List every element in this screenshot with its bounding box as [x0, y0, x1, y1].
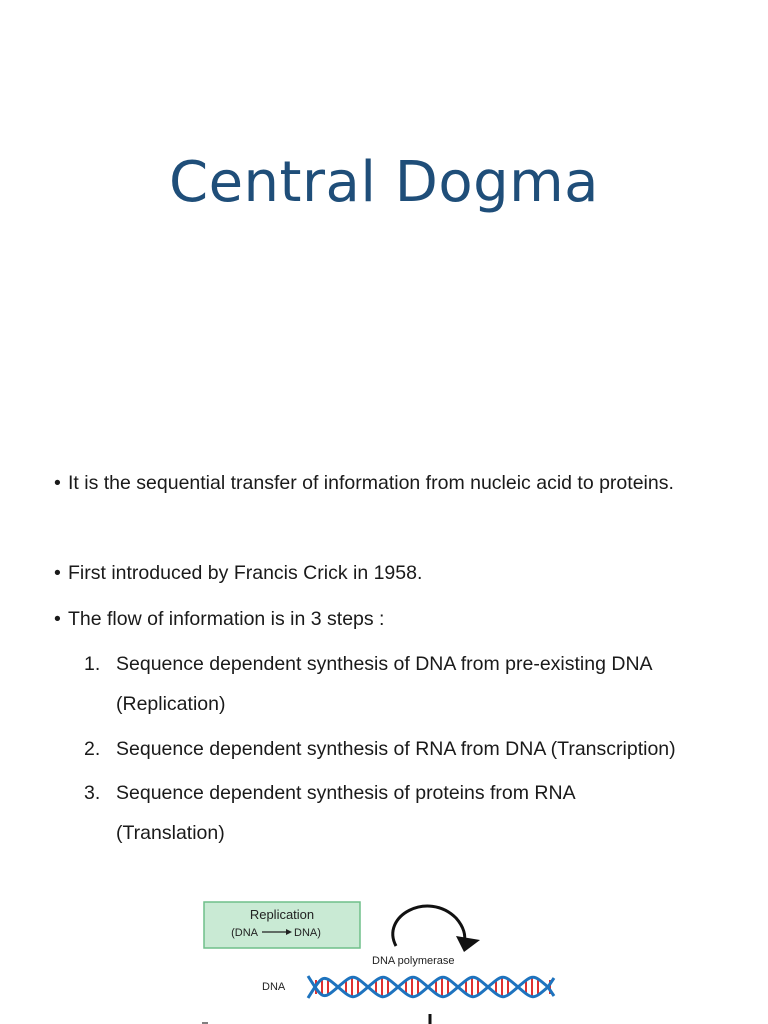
step-item: [84, 729, 724, 769]
bullet-text: First introduced by Francis Crick in 1958.: [68, 562, 423, 584]
bullet-item: [54, 463, 714, 503]
step-item: [84, 773, 614, 853]
step-number: 1.: [84, 653, 101, 675]
bullet-text: It is the sequential transfer of information from nucleic acid to proteins.: [68, 472, 674, 494]
step-item: [84, 644, 684, 724]
bullet-dot: •: [54, 562, 61, 584]
replication-to: DNA): [294, 927, 321, 939]
dna-label: DNA: [262, 981, 286, 993]
bullet-item: [54, 553, 714, 593]
bullet-dot: •: [54, 608, 61, 630]
step-number: 2.: [84, 738, 101, 760]
replication-from: (DNA: [231, 927, 258, 939]
bullet-text: The flow of information is in 3 steps :: [68, 608, 385, 630]
enzyme-label: DNA polymerase: [372, 955, 455, 967]
step-text: Sequence dependent synthesis of RNA from DNA (Transcription): [116, 738, 676, 760]
slide-title: Central Dogma: [169, 150, 599, 215]
cycle-arrowhead-icon: [456, 936, 480, 952]
dna-helix-icon: [308, 976, 554, 998]
replication-label: Replication: [249, 907, 315, 922]
step-text: Sequence dependent synthesis of DNA from pre-existing DNA (Replication): [116, 653, 652, 715]
central-dogma-diagram: [200, 896, 580, 1024]
step-text: Sequence dependent synthesis of proteins from RNA (Translation): [116, 782, 575, 844]
bullet-dot: •: [54, 472, 61, 494]
step-number: 3.: [84, 782, 101, 804]
bullet-item: [54, 599, 714, 639]
cycle-arrow-icon: [393, 906, 465, 946]
